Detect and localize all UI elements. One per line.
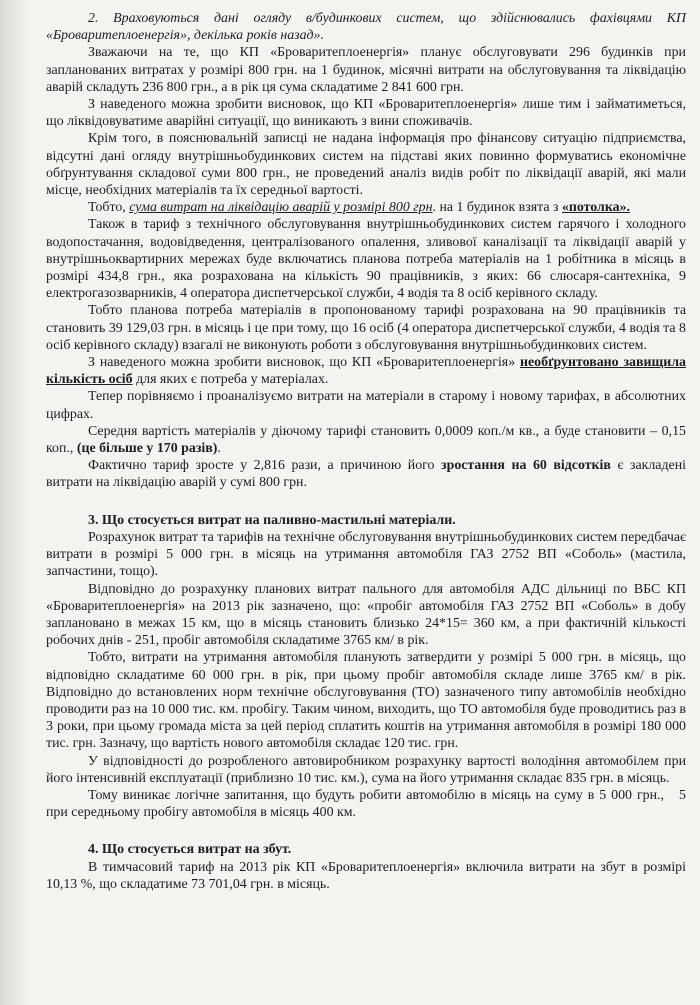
text: . [217,441,221,457]
section-heading: 3. Що стосується витрат на паливно-мастильні матеріали. [88,512,456,528]
paragraph: Також в тариф з технічного обслуговування внутрішньобудинкових систем гарячого і холодного водопостачання, водовідведення, централізованого опалення, зливової каналізації та ліквідації аварій у внутрішньоквартирних мережах буде включатись планова потреба матеріалів на 1 робітника в місяць в розмірі 434,8 грн., яка розрахована на кількість 90 працівників, з яких: 66 слюсаря-сантехніка, 9 електрогазозварників, 4 оператора диспетчерської служби, 4 водія та 8 осіб керівного складу. [46,217,686,302]
paragraph [46,457,686,491]
paragraph: З наведеного можна зробити висновок, що КП «Броваритеплоенергія» лише тим і займатиметься, що ліквідовуватиме аварійні ситуації, що виникають з вини споживачів. [46,97,686,130]
page-number: 5 [679,787,686,803]
paragraph: Зважаючи на те, що КП «Броваритеплоенергія» планує обслуговувати 296 будинків при запланованих витратах у розмірі 800 грн. на 1 будинок, місячні витрати на обслуговування та ліквідацію аварій складуть 236 800 грн., а в рік ця сума складатиме 2 841 600 грн. [46,45,686,95]
paragraph: Розрахунок витрат та тарифів на технічне обслуговування внутрішньобудинкових систем передбачає витрати в розмірі 5 000 грн. в місяць на утримання автомобіля ГАЗ 2752 ВП «Соболь» (мастила, запчастини, тощо). [46,529,687,580]
paragraph [46,199,686,216]
text: Тому виникає логічне запитання, що будуть робити автомобілю в місяць на суму в 5 000 грн., при середньому пробігу автомобіля в місяць 400 км. [46,787,664,821]
text: Середня вартість матеріалів у діючому тарифі становить 0,0009 коп./м кв., а буде становити – 0,15 коп., [46,423,686,457]
paragraph: Крім того, в пояснювальній записці не надана інформація про фінансову ситуацію підприємства, відсутні дані огляду внутрішньобудинкових систем на підставі яких повинно формуватись економічне обґрунтування складової суми 800 грн., не проведений аналіз видів робіт по ліквідації аварій, які мали місце, необхідних матеріалів та їх середньої вартості. [46,131,686,199]
text: є закладені витрати на ліквідацію аварій у сумі 800 грн. [46,458,687,491]
paragraph: Відповідно до розрахунку планових витрат пального для автомобіля АДС дільниці по ВБС КП «Броваритеплоенергія» на 2013 рік зазначено, що: «пробіг автомобіля ГАЗ 2752 ВП «Соболь» в добу заплановано в межах 15 км, що в місяць становить близько 24*15= 360 км, а при фактичній кількості робочих днів - 251, пробіг автомобіля складатиме 3765 км/ в рік. [46,581,686,649]
paragraph: В тимчасовий тариф на 2013 рік КП «Броваритеплоенергія» включила витрати на збут в розмірі 10,13 %, що складатиме 73 701,04 грн. в місяць. [46,859,686,892]
paragraph [46,354,686,388]
paragraph: Тепер порівняємо і проаналізуємо витрати на матеріали в старому і новому тарифах, в абсолютних цифрах. [46,389,686,422]
paragraph [46,423,686,457]
text: для яких є потреба у матеріалах. [132,372,329,388]
paragraph: Тобто планова потреба матеріалів в пропонованому тарифі розрахована на 90 працівників та становить 39 129,03 грн. в місяць і це при тому, що 16 осіб (4 оператора диспетчерської служби, 4 водія та 8 осіб керівного складу) взагалі не виконують роботи з обслуговування внутрішньобудинкових систем. [46,303,686,353]
section-heading: 4. Що стосується витрат на збут. [88,842,292,858]
paragraph: У відповідності до розробленого автовиробником розрахунку вартості володіння автомобілем при його інтенсивній експлуатації (приблизно 10 тис. км.), сума на його утримання складає 835 грн. в місяць. [46,753,686,786]
emphasis-text: (це більше у 170 разів) [76,441,218,457]
paragraph [46,787,686,821]
paragraph: Тобто, витрати на утримання автомобіля планують затвердити у розмірі 5 000 грн. в місяць, що відповідно складатиме 60 000 грн. в рік, при цьому пробіг автомобіля складе лише 3765 км/ в рік. Відповідно до встановлених норм технічне обслуговування (ТО) зазначеного типу автомобілів необхідно проводити раз на 10 000 тис. км. пробігу. Таким чином, виходить, що ТО автомобіля буде проводитись раз в 3 роки, при цьому громада міста за цей період сплатить коштів на утримання автомобіля в розмірі 180 000 тис. грн. Зазначу, що вартість нового автомобіля складає 120 тис. грн. [46,650,686,752]
text: . на 1 будинок взята з [432,200,562,216]
emphasis-text: сума витрат на ліквідацію аварій у розмірі 800 грн [129,200,433,216]
emphasis-text: «потолка». [561,200,630,216]
quote-paragraph: 2. Враховуються дані огляду в/будинкових систем, що здійснювались фахівцями КП «Броваритеплоенергія», декілька років назад». [46,11,686,44]
text: Фактично тариф зросте у 2,816 рази, а причиною його [88,458,442,474]
text: Тобто, [88,200,130,216]
text: З наведеного можна зробити висновок, що КП «Броваритеплоенергія» [88,355,521,371]
emphasis-text: необґрунтовано завищила кількість осіб [46,355,686,388]
emphasis-text: зростання на 60 відсотків [441,458,611,474]
